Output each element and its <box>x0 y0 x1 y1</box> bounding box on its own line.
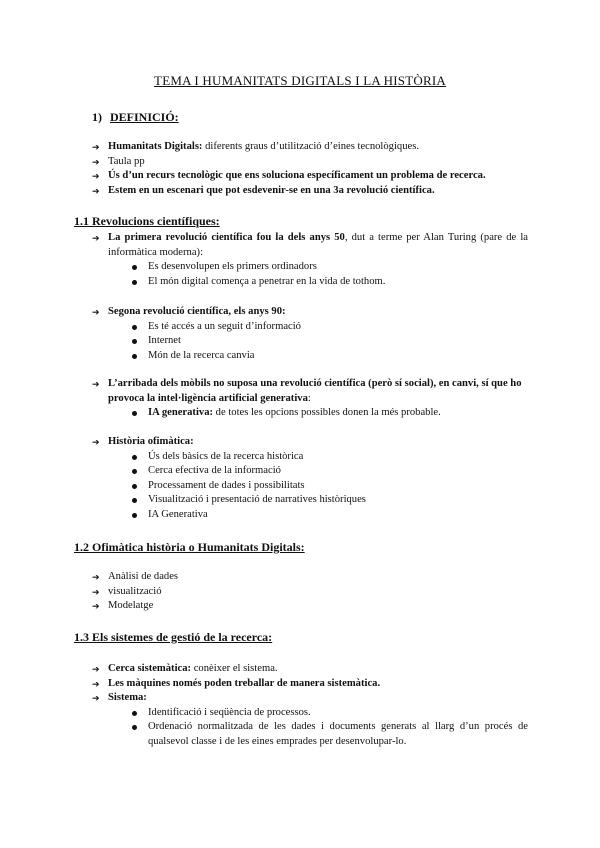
list-item <box>92 585 528 600</box>
item-text: Modelatge <box>108 600 154 612</box>
sub-item-text: Cerca efectiva de la informació <box>148 465 281 477</box>
sub-item-text: El món digital comença a penetrar en la vida de tothom. <box>148 275 386 287</box>
list-item <box>92 691 528 749</box>
sub-list <box>108 406 528 421</box>
sub-item-text: Processament de dades i possibilitats <box>148 479 305 491</box>
sub-item-text: Identificació i seqüència de processos. <box>148 706 311 718</box>
item-text: : <box>307 392 311 404</box>
item-text: diferents graus d’utilització d’eines tecnològiques. <box>202 141 419 152</box>
list-item <box>92 377 528 421</box>
item-bold: Cerca sistemàtica: <box>108 663 192 674</box>
list-item <box>92 155 528 170</box>
sub-item-text: Es desenvolupen els primers ordinadors <box>148 261 317 273</box>
arrow-icon: ➔ <box>92 233 100 243</box>
section-number: 1) <box>92 110 102 124</box>
sub-list-item <box>130 349 528 364</box>
revolucions-list-1 <box>92 231 528 289</box>
item-text: conèixer el sistema. <box>191 663 278 674</box>
item-bold: Estem en un escenari que pot esdevenir-se en una 3a revolució científica. <box>108 184 435 196</box>
sub-item-text: Ordenació normalitzada de les dades i documents generats al llarg d’un procés de qualsevol classe i de les eines emprades per desenvolupar-lo. <box>148 721 528 747</box>
sub-list-item <box>130 260 528 275</box>
list-item <box>92 140 528 155</box>
item-bold: Segona revolució científica, els anys 90: <box>108 306 286 317</box>
sub-item-text: Internet <box>148 335 181 347</box>
sub-item-text: Visualització i presentació de narratives històriques <box>148 494 366 506</box>
arrow-icon: ➔ <box>92 693 100 704</box>
bullet-icon <box>132 469 137 474</box>
arrow-icon: ➔ <box>92 142 100 152</box>
bullet-icon <box>132 411 137 416</box>
sub-list <box>108 260 528 289</box>
item-text: Anàlisi de dades <box>108 571 179 582</box>
item-bold: La primera revolució científica fou la dels anys 50 <box>108 232 345 243</box>
bullet-icon <box>132 725 137 730</box>
section-title: DEFINICIÓ: <box>110 110 179 124</box>
sub-list-item <box>130 320 528 335</box>
sub-item-text: Es té accés a un seguit d’informació <box>148 320 301 332</box>
arrow-icon: ➔ <box>92 171 100 182</box>
definition-list <box>92 140 528 198</box>
page-title: TEMA I HUMANITATS DIGITALS I LA HISTÒRIA <box>154 73 446 88</box>
list-item <box>92 305 528 363</box>
sub-list-item <box>130 720 528 749</box>
sub-list-item <box>130 479 528 494</box>
arrow-icon: ➔ <box>92 185 100 196</box>
list-item <box>92 169 528 184</box>
list-item <box>92 570 528 585</box>
item-bold: Les màquines només poden treballar de manera sistemàtica. <box>108 677 381 689</box>
item-bold: Sistema: <box>108 692 147 704</box>
sub-item-text: IA Generativa <box>148 508 208 520</box>
bullet-icon <box>132 280 137 285</box>
list-item <box>92 677 528 692</box>
ofimatica-list <box>92 570 528 614</box>
sub-list-item <box>130 406 528 421</box>
section-heading-sistemes: 1.3 Els sistemes de gestió de la recerca: <box>74 630 273 644</box>
list-item <box>92 184 528 199</box>
item-bold: L’arribada dels mòbils no suposa una revolució científica (però sí social), en canvi, sí que ho provoca la intel·ligència artificial generativa <box>108 378 522 404</box>
sub-item-text: Món de la recerca canvia <box>148 349 255 361</box>
sub-item-text: de totes les opcions possibles donen la més probable. <box>213 407 441 419</box>
item-text: visualització <box>108 585 162 597</box>
sub-list-item <box>130 493 528 508</box>
sub-list <box>108 706 528 750</box>
bullet-icon <box>132 265 137 270</box>
arrow-icon: ➔ <box>92 572 100 582</box>
item-text: Taula pp <box>108 155 145 167</box>
arrow-icon: ➔ <box>92 601 100 612</box>
sub-list-item <box>130 508 528 523</box>
sub-item-bold: IA generativa: <box>148 407 214 419</box>
sub-list-item <box>130 464 528 479</box>
list-item <box>92 435 528 523</box>
sub-list <box>108 320 528 364</box>
list-item <box>92 231 528 289</box>
section-heading-definicio <box>92 110 179 125</box>
bullet-icon <box>132 354 137 359</box>
arrow-icon: ➔ <box>92 156 100 167</box>
bullet-icon <box>132 513 137 518</box>
sub-item-text: Ús dels bàsics de la recerca històrica <box>148 450 304 462</box>
list-item <box>92 662 528 677</box>
bullet-icon <box>132 711 137 716</box>
sub-list-item <box>130 275 528 290</box>
list-item <box>92 599 528 614</box>
arrow-icon: ➔ <box>92 307 100 317</box>
sub-list-item <box>130 706 528 721</box>
revolucions-list-4 <box>92 435 528 523</box>
arrow-icon: ➔ <box>92 664 100 674</box>
sistemes-list <box>92 662 528 750</box>
arrow-icon: ➔ <box>92 379 100 389</box>
item-text: , dut a terme per Alan Turing (pare de la informàtica moderna): <box>108 232 528 258</box>
section-heading-revolucions: 1.1 Revolucions científiques: <box>74 214 220 228</box>
revolucions-list-2 <box>92 305 528 363</box>
bullet-icon <box>132 455 137 460</box>
bullet-icon <box>132 339 137 344</box>
sub-list-item <box>130 334 528 349</box>
bullet-icon <box>132 325 137 330</box>
bullet-icon <box>132 498 137 503</box>
arrow-icon: ➔ <box>92 678 100 689</box>
item-bold: Humanitats Digitals: <box>108 141 203 152</box>
section-heading-ofimatica: 1.2 Ofimàtica història o Humanitats Digitals: <box>74 540 305 554</box>
revolucions-list-3 <box>92 377 528 421</box>
arrow-icon: ➔ <box>92 586 100 597</box>
sub-list <box>108 450 528 523</box>
item-bold: Ús d’un recurs tecnològic que ens soluciona específicament un problema de recerca. <box>108 170 486 182</box>
arrow-icon: ➔ <box>92 437 100 447</box>
bullet-icon <box>132 484 137 489</box>
item-bold: Història ofimàtica: <box>108 436 194 447</box>
sub-list-item <box>130 450 528 465</box>
